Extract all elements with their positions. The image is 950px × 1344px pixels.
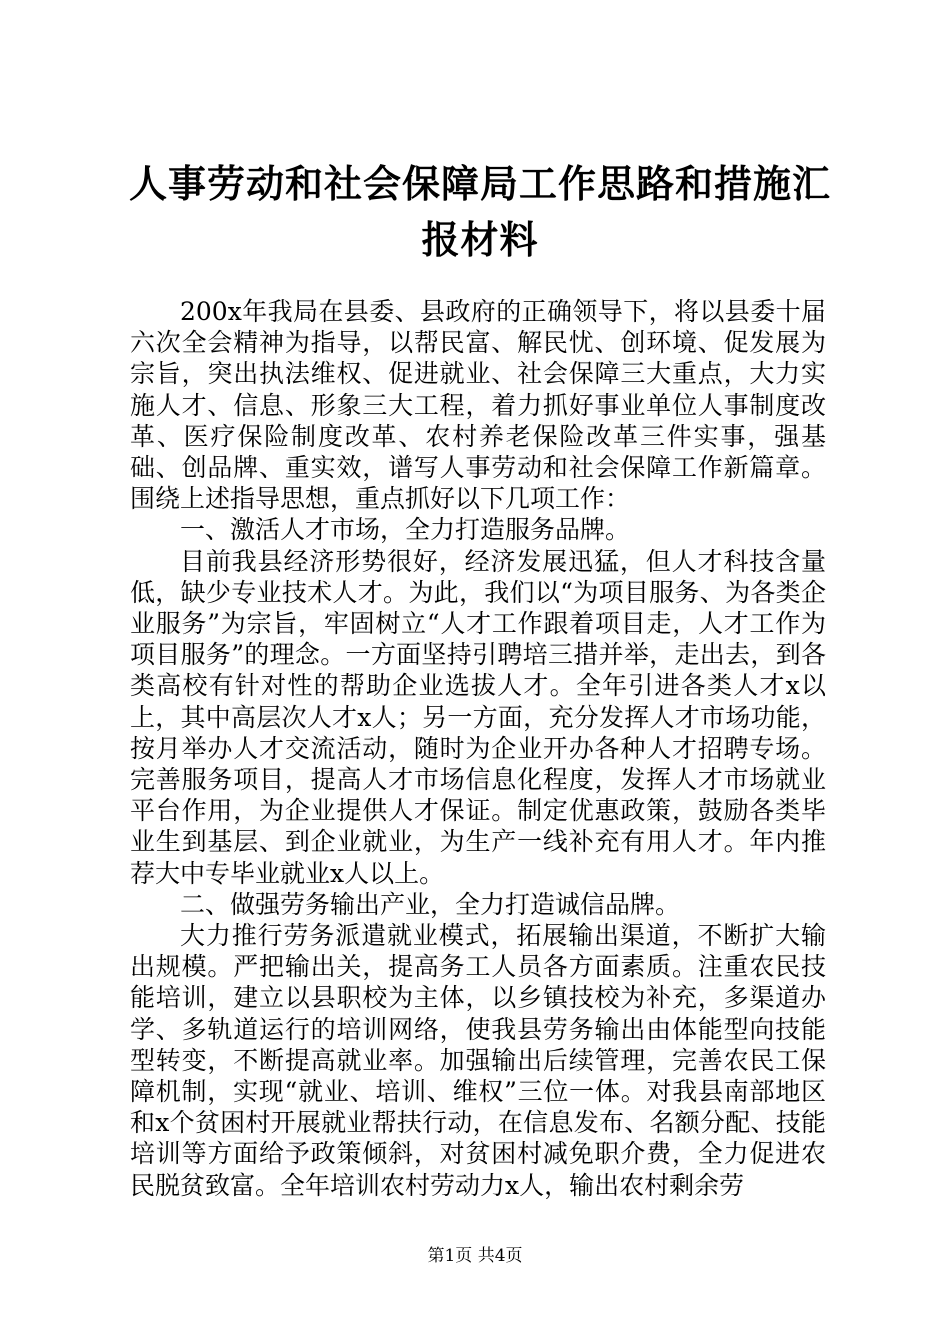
section-heading-1: 一、激活人才市场，全力打造服务品牌。	[180, 515, 631, 545]
page-number: 第1页 共4页	[427, 1246, 523, 1266]
intro-paragraph: 200x年我局在县委、县政府的正确领导下，将以县委十届六次全会精神为指导，以帮民富、解民忧、创环境、促发展为宗旨，突出执法维权、促进就业、社会保障三大重点，大力实施人才、信息、形象三大工程，着力抓好事业单位人事制度改革、医疗保险制度改革、农村养老保险改革三件实事，强基础、创品牌、重实效，谱写人事劳动和社会保障工作新篇章。围绕上述指导思想，重点抓好以下几项工作：	[130, 297, 826, 514]
section-paragraph-2: 大力推行劳务派遣就业模式，拓展输出渠道，不断扩大输出规模。严把输出关，提高务工人员各方面素质。注重农民技能培训，建立以县职校为主体，以乡镇技校为补充，多渠道办学、多轨道运行的培训网络，使我县劳务输出由体能型向技能型转变，不断提高就业率。加强输出后续管理，完善农民工保障机制，实现“就业、培训、维权”三位一体。对我县南部地区和x个贫困村开展就业帮扶行动，在信息发布、名额分配、技能培训等方面给予政策倾斜，对贫困村减免职介费，全力促进农民脱贫致富。全年培训农村劳动力x人，输出农村剩余劳	[130, 921, 826, 1200]
section-heading-2: 二、做强劳务输出产业，全力打造诚信品牌。	[180, 889, 681, 919]
document-body	[130, 296, 826, 1201]
section-paragraph-1: 目前我县经济形势很好，经济发展迅猛，但人才科技含量低，缺少专业技术人才。为此，我们以“为项目服务、为各类企业服务”为宗旨，牢固树立“人才工作跟着项目走，人才工作为项目服务”的理念。一方面坚持引聘培三措并举，走出去，到各类高校有针对性的帮助企业选拔人才。全年引进各类人才x以上，其中高层次人才x人；另一方面，充分发挥人才市场功能，按月举办人才交流活动，随时为企业开办各种人才招聘专场。完善服务项目，提高人才市场信息化程度，发挥人才市场就业平台作用，为企业提供人才保证。制定优惠政策，鼓励各类毕业生到基层、到企业就业，为生产一线补充有用人才。年内推荐大中专毕业就业x人以上。	[130, 546, 826, 888]
document-title: 人事劳动和社会保障局工作思路和措施汇报材料	[128, 161, 831, 262]
